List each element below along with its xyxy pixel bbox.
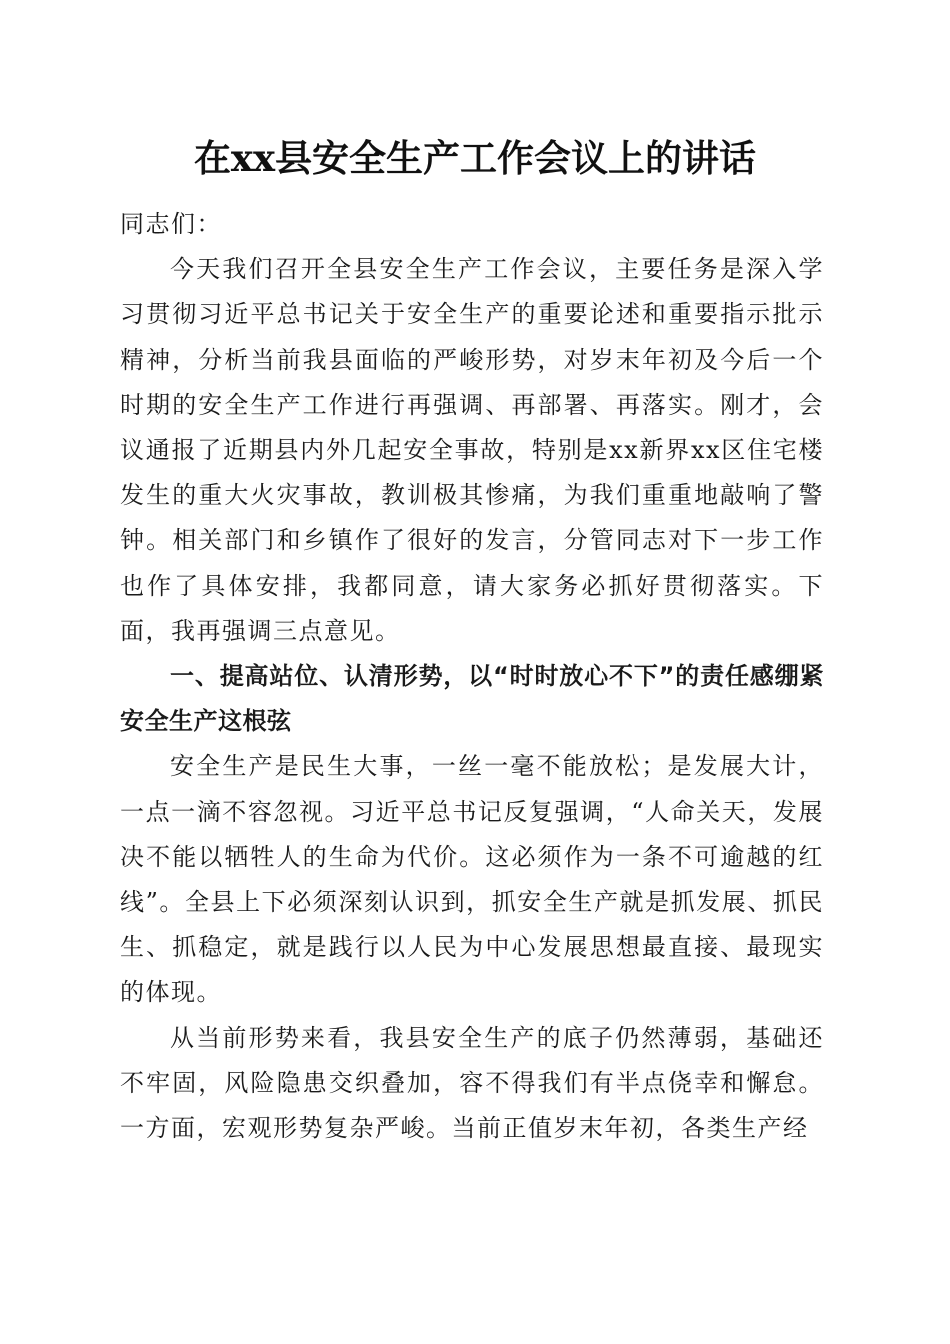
section-heading: 一、提高站位、认清形势，以“时时放心不下”的责任感绷紧安全生产这根弦 xyxy=(120,662,824,736)
document-body xyxy=(120,202,824,1151)
intro-paragraph: 今天我们召开全县安全生产工作会议，主要任务是深入学习贯彻习近平总书记关于安全生产的重要论述和重要指示批示精神，分析当前我县面临的严峻形势，对岁末年初及今后一个时期的安全生产工作进行再强调、再部署、再落实。刚才，会议通报了近期县内外几起安全事故，特别是xx新界xx区住宅楼发生的重大火灾事故，教训极其惨痛，为我们重重地敲响了警钟。相关部门和乡镇作了很好的发言，分管同志对下一步工作也作了具体安排，我都同意，请大家务必抓好贯彻落实。下面，我再强调三点意见。 xyxy=(120,255,824,645)
section-paragraph: 从当前形势来看，我县安全生产的底子仍然薄弱，基础还不牢固，风险隐患交织叠加，容不得我们有半点侥幸和懈怠。一方面，宏观形势复杂严峻。当前正值岁末年初，各类生产经 xyxy=(120,1023,824,1143)
salutation: 同志们： xyxy=(120,210,222,238)
section-paragraph: 安全生产是民生大事，一丝一毫不能放松；是发展大计，一点一滴不容忽视。习近平总书记反复强调，“人命关天，发展决不能以牺牲人的生命为代价。这必须作为一条不可逾越的红线”。全县上下必须深刻认识到，抓安全生产就是抓发展、抓民生、抓稳定，就是践行以人民为中心发展思想最直接、最现实的体现。 xyxy=(120,752,824,1007)
document-title: 在xx县安全生产工作会议上的讲话 xyxy=(193,136,757,180)
